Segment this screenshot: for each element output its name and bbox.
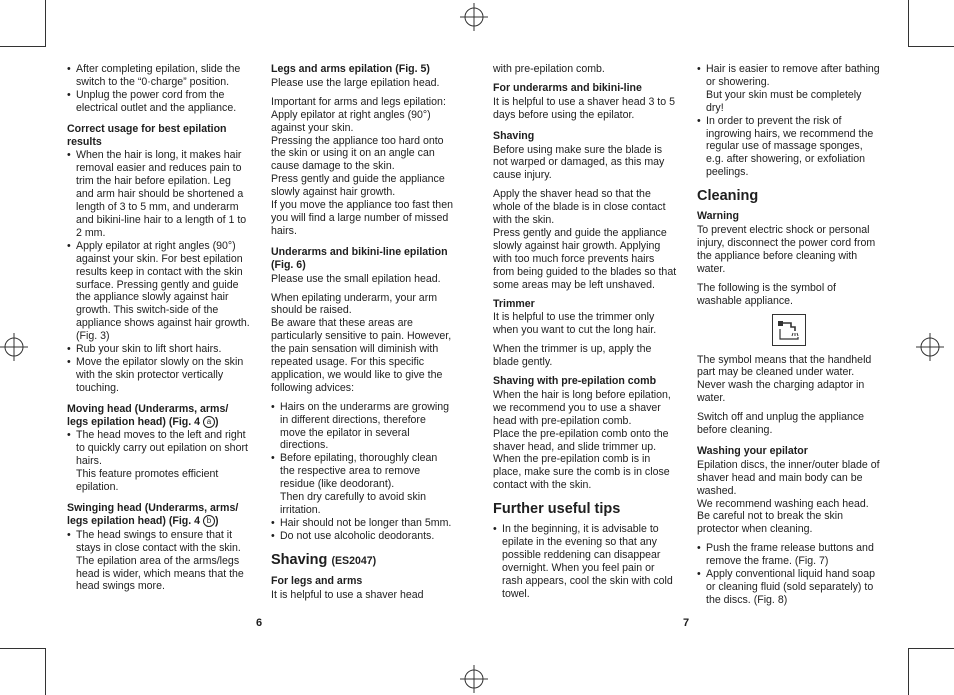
page-number: 7	[683, 617, 690, 629]
list-item: • Before epilating, thoroughly clean the respective area to remove residue (like deodorant). Then dry carefully to avoid skin irritation.	[271, 452, 454, 517]
paragraph: The following is the symbol of washable appliance.	[697, 281, 836, 307]
intro-bullets	[67, 63, 251, 115]
list-item: • Hair is easier to remove after bathing or showering. But your skin must be completely dry!	[697, 63, 880, 115]
section-heading: Washing your epilator	[697, 444, 808, 457]
paragraph: The symbol means that the handheld part may be cleaned under water. Never wash the charging adaptor in water.	[697, 353, 872, 405]
section-heading: For legs and arms	[271, 574, 363, 587]
list-item: • Hairs on the underarms are growing in different directions, therefore move the epilator in several directions.	[271, 401, 454, 453]
section-heading: Moving head (Underarms, arms/ legs epilation head) (Fig. 4 a )	[67, 402, 229, 428]
section-heading: Trimmer	[493, 297, 535, 310]
note: This feature promotes efficient epilation.	[76, 468, 219, 494]
list-item: • In the beginning, it is advisable to epilate in the evening so that any possible reddening can disappear overnight. When you feel pain or rash appears, cool the skin with cold towel.	[493, 523, 677, 600]
list-item: • Rub your skin to lift short hairs.	[67, 343, 251, 356]
paragraph: Before using make sure the blade is not warped or damaged, as this may cause injury.	[493, 143, 665, 182]
paragraph: When the hair is long before epilation, we recommend you to use a shaver head with pre-epilation comb. Place the pre-epilation comb onto the shaver head, and slide trimmer up. When the pre-epilation comb is in place, make sure the comb is in close contact with the skin.	[493, 388, 671, 492]
page7-column-2	[697, 63, 880, 613]
section-heading: Shaving	[493, 129, 535, 142]
list-item: • Hair should not be longer than 5mm.	[271, 517, 454, 530]
list-item: • In order to prevent the risk of ingrowing hairs, we recommend the regular use of massage sponges, e.g. after showering, or exfoliation peelings.	[697, 115, 880, 180]
crop-mark	[45, 0, 46, 46]
list-item: • Move the epilator slowly on the skin with the skin protector vertically touching.	[67, 356, 251, 395]
circled-letter: a	[203, 416, 215, 428]
moving-head-bullets	[67, 429, 251, 494]
section-title: Further useful tips	[493, 501, 621, 518]
note: But your skin must be completely dry!	[706, 88, 862, 114]
section-heading: Swinging head (Underarms, arms/ legs epilation head) (Fig. 4 b )	[67, 502, 239, 527]
tips-bullets	[697, 63, 880, 179]
paragraph: To prevent electric shock or personal injury, disconnect the power cord from the appliance before cleaning with water.	[697, 224, 876, 275]
paragraph: with pre-epilation comb.	[493, 63, 605, 75]
paragraph: It is helpful to use a shaver head	[271, 588, 424, 601]
model-number: (ES2047)	[331, 554, 377, 567]
section-title: Cleaning	[697, 188, 759, 205]
crop-mark	[908, 46, 954, 47]
crop-mark	[0, 46, 46, 47]
crop-mark	[908, 0, 909, 46]
registration-mark-icon	[0, 333, 28, 361]
paragraph: Epilation discs, the inner/outer blade of shaver head and main body can be washed. We recommend washing each head. Be careful not to break the skin protector when cleaning.	[697, 458, 880, 536]
list-item: • Do not use alcoholic deodorants.	[271, 530, 454, 543]
section-heading: Warning	[697, 210, 739, 223]
list-item: • Unplug the power cord from the electrical outlet and the appliance.	[67, 89, 251, 115]
registration-mark-icon	[460, 3, 488, 31]
paragraph: It is helpful to use the trimmer only when you want to cut the long hair.	[493, 311, 657, 337]
paragraph: Please use the small epilation head.	[271, 272, 441, 285]
circled-letter: b	[203, 515, 215, 527]
page6-column-2	[271, 63, 454, 608]
paragraph: Please use the large epilation head.	[271, 76, 440, 89]
paragraph: When epilating underarm, your arm should be raised. Be aware that these areas are particularly sensitive to pain. However, the pain sensation will diminish with repeated usage. For this specific application, we would like to give the following advices:	[271, 291, 452, 394]
washable-symbol-icon	[772, 314, 806, 346]
washing-bullets	[697, 542, 880, 607]
paragraph: Apply the shaver head so that the whole of the blade is in close contact with the skin. Press gently and guide the appliance slowly against hair growth. Applying with too much force prevents hairs from being guided to the blades so that some areas may be left unshaved.	[493, 188, 677, 291]
list-item: • The head moves to the left and right to quickly carry out epilation on short hairs. This feature promotes efficient epilation.	[67, 429, 251, 494]
list-item: • After completing epilation, slide the switch to the “0·charge” position.	[67, 63, 251, 89]
paragraph: Switch off and unplug the appliance before cleaning.	[697, 411, 865, 437]
swinging-head-bullets	[67, 529, 251, 594]
list-item: • Apply conventional liquid hand soap or cleaning fluid (sold separately) to the discs. (Fig. 8)	[697, 568, 880, 607]
page6-column-1	[67, 63, 251, 599]
page-number: 6	[256, 617, 263, 629]
section-heading: Correct usage for best epilation results	[67, 122, 227, 148]
underarm-bullets	[271, 401, 454, 543]
correct-usage-bullets	[67, 149, 251, 394]
list-item: • Apply epilator at right angles (90°) against your skin. For best epilation results keep in contact with the skin surface. Pressing gently and guide the appliance slowly against hair growth. This switch-side of the appliance shows against hair growth. (Fig. 3)	[67, 240, 251, 343]
section-heading: Underarms and bikini-line epilation (Fig. 6)	[271, 245, 448, 271]
paragraph: Important for arms and legs epilation: Apply epilator at right angles (90°) against your skin. Pressing the appliance too hard onto the skin or using it on an angle can cause damage to the skin. Press gently and guide the appliance slowly against hair growth. If you move the appliance too fast then you will find a large number of missed hairs.	[271, 95, 453, 237]
crop-mark	[45, 648, 46, 695]
section-heading: For underarms and bikini-line	[493, 81, 642, 94]
list-item: • When the hair is long, it makes hair removal easier and reduces pain to trim the hair before epilation. Leg and arm hair should be shortened a length of 3 to 5 mm, and underarm and bikini-line hair to a length of 1 to 2 mm.	[67, 149, 251, 239]
registration-mark-icon	[916, 333, 944, 361]
section-heading: Shaving with pre-epilation comb	[493, 375, 657, 388]
section-heading: Legs and arms epilation (Fig. 5)	[271, 63, 430, 75]
crop-mark	[0, 648, 46, 649]
crop-mark	[908, 648, 909, 695]
list-item: • The head swings to ensure that it stays in close contact with the skin. The epilation area of the arms/legs head is wider, which means that the head swings more.	[67, 529, 251, 594]
list-item: • Push the frame release buttons and remove the frame. (Fig. 7)	[697, 542, 880, 568]
tips-bullets	[493, 523, 677, 600]
page7-column-1	[493, 63, 677, 607]
registration-mark-icon	[460, 665, 488, 693]
paragraph: It is helpful to use a shaver head 3 to 5 days before using the epilator.	[493, 95, 675, 121]
crop-mark	[908, 648, 954, 649]
section-title: Shaving (ES2047)	[271, 551, 377, 568]
paragraph: When the trimmer is up, apply the blade gently.	[493, 343, 652, 369]
note: Then dry carefully to avoid skin irritation.	[280, 491, 427, 516]
